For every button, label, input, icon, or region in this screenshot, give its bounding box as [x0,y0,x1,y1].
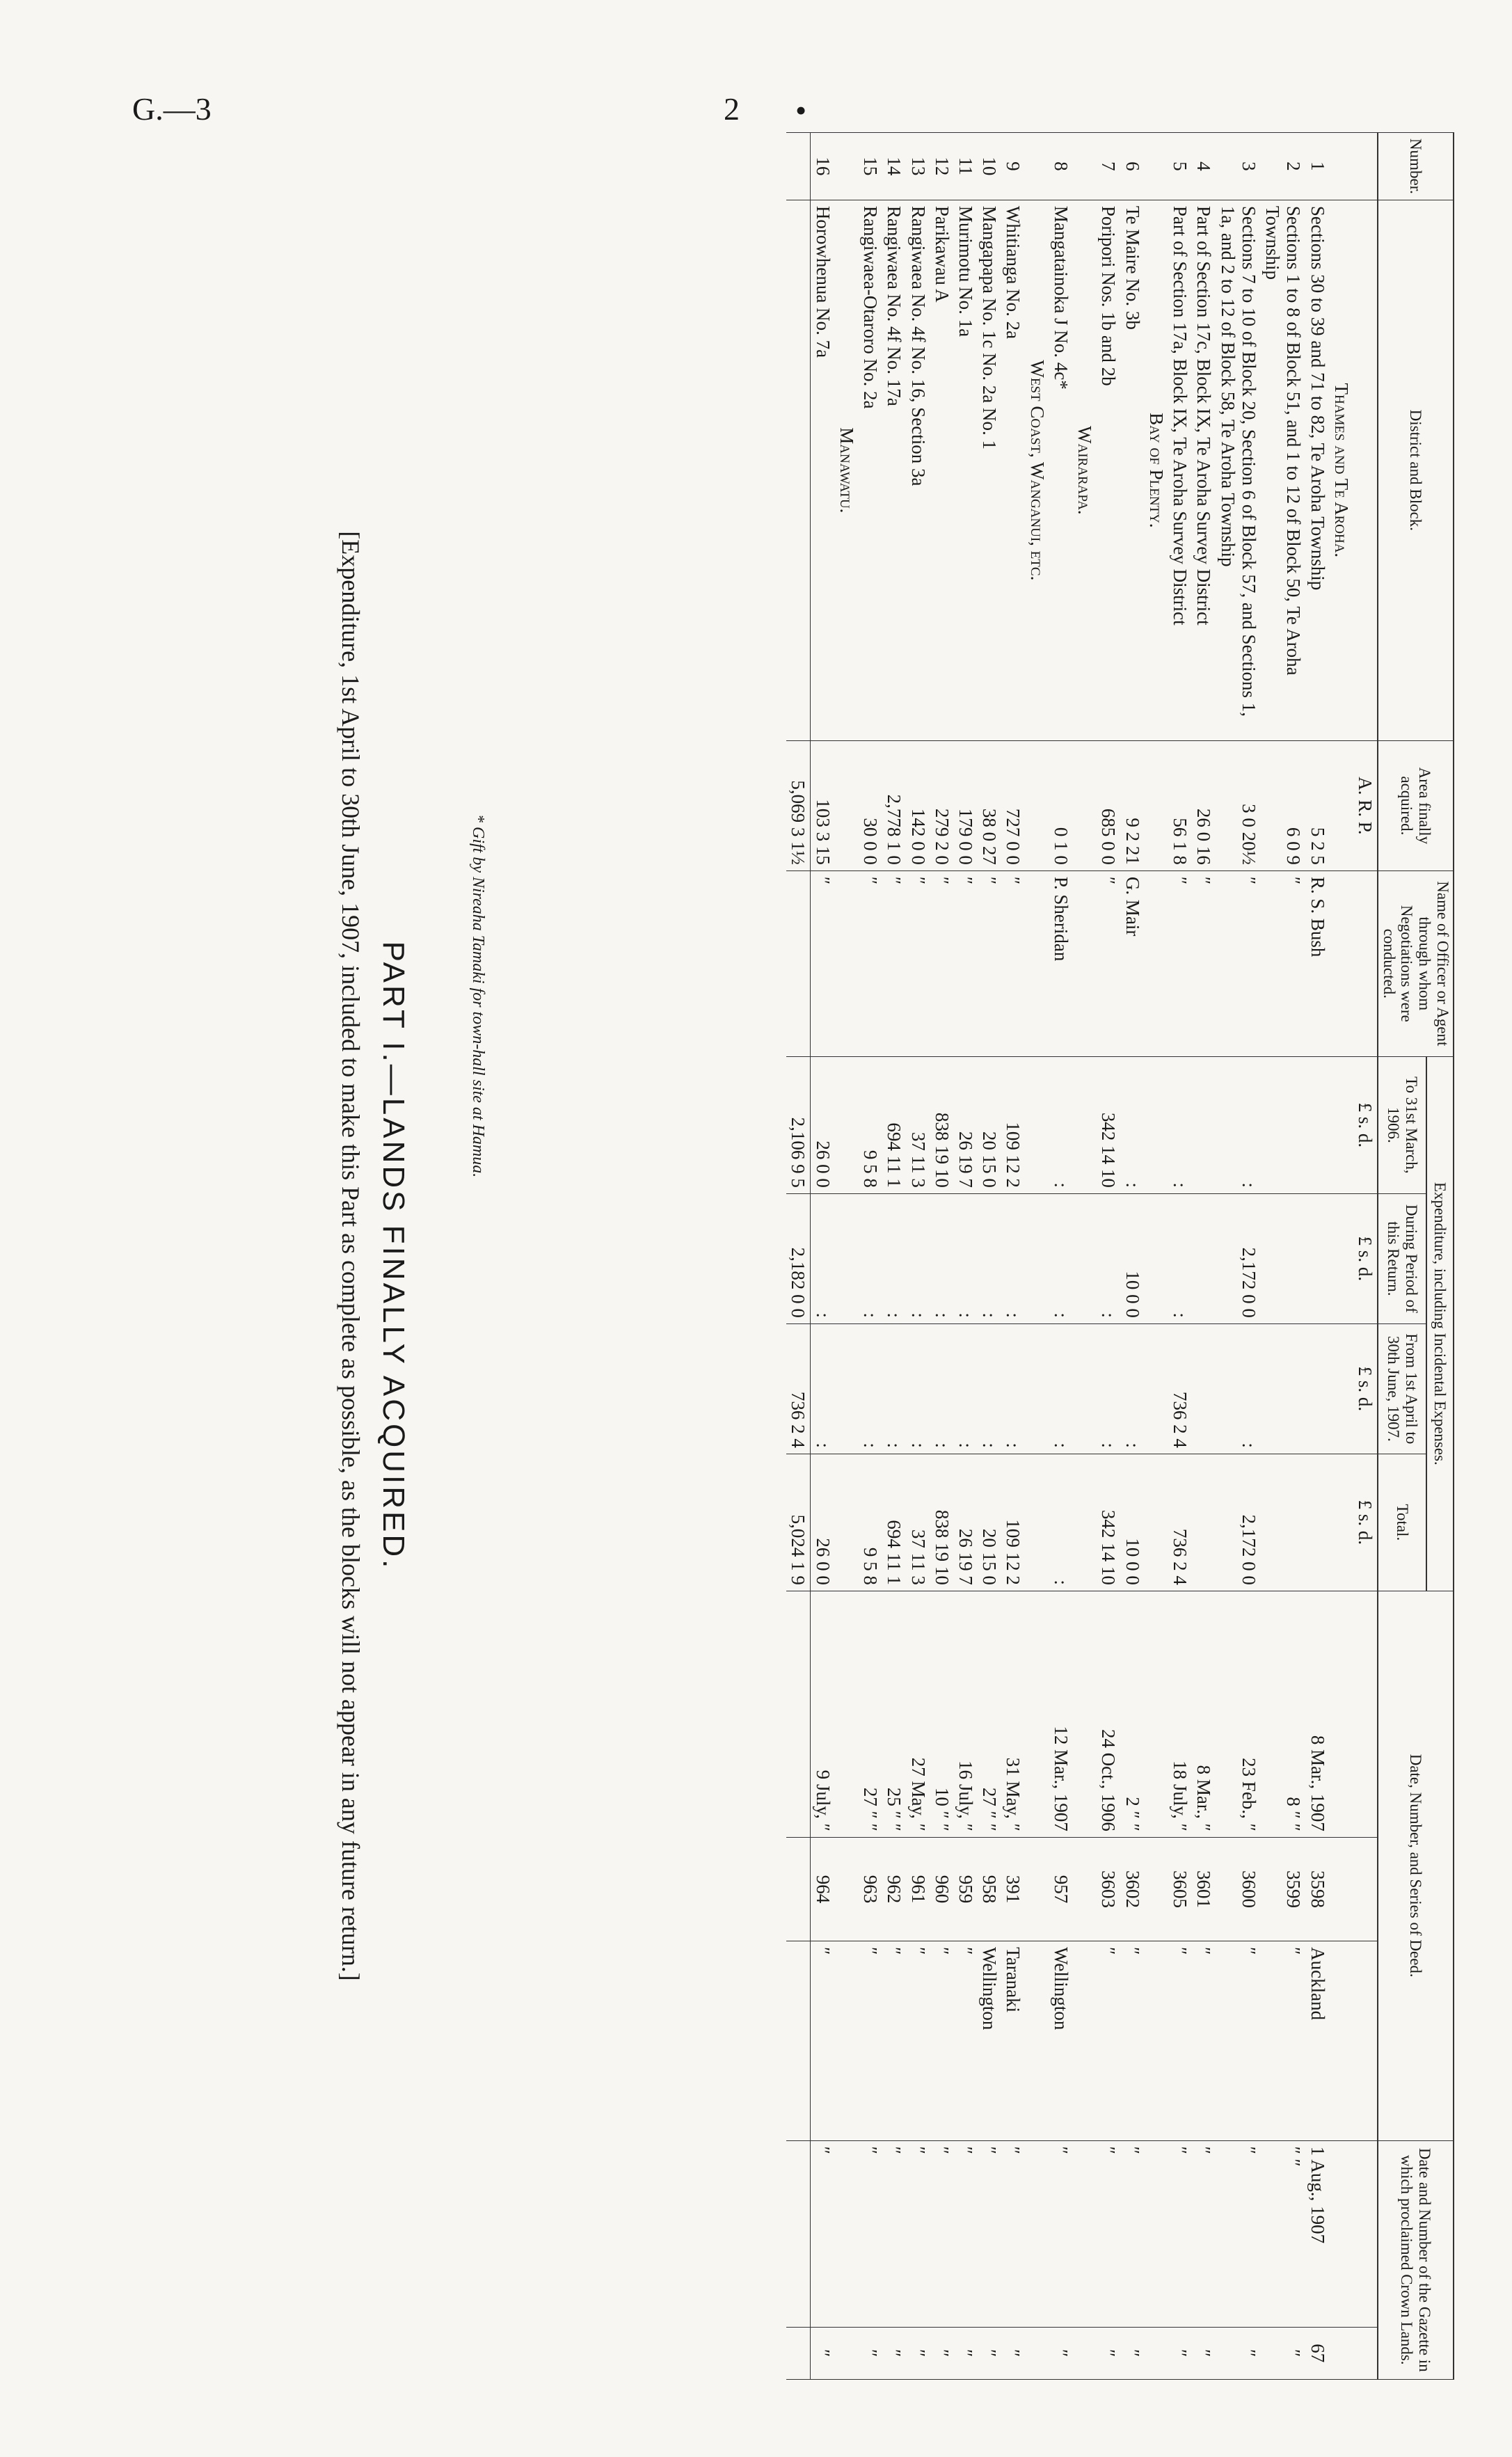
row-district-block: Rangiwaea No. 4f No. 17a [882,200,906,740]
row-from-april: : [1097,1323,1120,1454]
row-from-april [1192,1323,1216,1454]
row-agent: ″ [859,870,882,1056]
row-area: 5 2 5 [1305,740,1329,870]
footnote: * Gift by Nireaha Tamaki for town-hall site at Hamua. [469,814,487,1178]
row-to-march: 694 11 1 [882,1056,906,1193]
row-gazette-number: ″ [1001,2327,1025,2379]
row-area: 179 0 0 [954,740,978,870]
row-from-april: : [1216,1323,1260,1454]
row-agent: ″ [1216,870,1260,1056]
row-gazette-number: ″ [906,2327,930,2379]
table-row [1120,133,1144,2380]
row-deed-series: Wellington [978,1941,1001,2140]
unit-lsd: £ s. d. [1353,1193,1378,1323]
row-agent: ″ [930,870,954,1056]
col-during: During Period of this Return. [1378,1193,1426,1323]
row-deed-number: 964 [811,1837,835,1941]
row-number: 15 [859,133,882,200]
row-number: 9 [1001,133,1025,200]
section-heading: West Coast, Wanganui, etc. [1025,200,1049,740]
row-during: : [906,1193,930,1323]
row-number: 6 [1120,133,1144,200]
row-from-april: : [1001,1323,1025,1454]
row-during: : [1097,1193,1120,1323]
row-deed-series: ″ [859,1941,882,2140]
row-during: 10 0 0 [1120,1193,1144,1323]
row-to-march: 838 19 10 [930,1056,954,1193]
row-during: : [1001,1193,1025,1323]
row-area: 0 1 0 [1049,740,1073,870]
row-deed-series: ″ [906,1941,930,2140]
table-row [811,133,835,2380]
row-to-march: 9 5 8 [859,1056,882,1193]
row-deed-series: Taranaki [1001,1941,1025,2140]
row-gazette-number: ″ [1216,2327,1260,2379]
section-heading-row [1330,133,1353,2380]
row-deed-series: Auckland [1305,1941,1329,2140]
row-during: : [1049,1193,1073,1323]
table-row [1001,133,1025,2380]
row-area: 6 0 9 [1261,740,1305,870]
unit-lsd: £ s. d. [1353,1056,1378,1193]
row-deed-date: 2 ″ ″ [1120,1591,1144,1837]
row-deed-series: ″ [1097,1941,1120,2140]
row-from-april: : [882,1323,906,1454]
row-area: 2,778 1 0 [882,740,906,870]
row-during: : [954,1193,978,1323]
row-district-block: Parikawau A [930,200,954,740]
row-gazette-date: ″ [1192,2140,1216,2327]
row-to-march: 109 12 2 [1001,1056,1025,1193]
row-gazette-number: ″ [978,2327,1001,2379]
col-from-april: From 1st April to 30th June, 1907. [1378,1323,1426,1454]
section-heading: Bay of Plenty. [1145,200,1168,740]
row-deed-date: 9 July, ″ [811,1591,835,1837]
col-number: Number. [1378,133,1454,200]
row-from-april: : [1120,1323,1144,1454]
row-gazette-number: ″ [930,2327,954,2379]
row-to-march: 26 0 0 [811,1056,835,1193]
row-gazette-number: ″ [954,2327,978,2379]
row-total [1192,1454,1216,1591]
row-deed-date: 27 May, ″ [906,1591,930,1837]
grand-total: 5,024 1 9 [786,1454,811,1591]
row-area: 685 0 0 [1097,740,1120,870]
row-total: 26 19 7 [954,1454,978,1591]
row-deed-date: 25 ″ ″ [882,1591,906,1837]
row-to-march: 20 15 0 [978,1056,1001,1193]
row-agent: R. S. Bush [1305,870,1329,1056]
row-total: 26 0 0 [811,1454,835,1591]
row-gazette-date: ″ [1216,2140,1260,2327]
row-deed-date: 8 Mar., ″ [1192,1591,1216,1837]
row-total: 2,172 0 0 [1216,1454,1260,1591]
row-district-block: Sections 1 to 8 of Block 51, and 1 to 12 of Block 50, Te Aroha Township [1261,200,1305,740]
row-agent: P. Sheridan [1049,870,1073,1056]
row-district-block: Rangiwaea No. 4f No. 16, Section 3a [906,200,930,740]
row-total: 342 14 10 [1097,1454,1120,1591]
row-agent: ″ [811,870,835,1056]
row-total: 694 11 1 [882,1454,906,1591]
row-during: : [882,1193,906,1323]
row-from-april: : [930,1323,954,1454]
row-deed-date: 24 Oct., 1906 [1097,1591,1120,1837]
row-district-block: Part of Section 17c, Block IX, Te Aroha Survey District [1192,200,1216,740]
row-deed-date: 8 Mar., 1907 [1305,1591,1329,1837]
row-deed-number: 3598 [1305,1837,1329,1941]
row-from-april: : [1049,1323,1073,1454]
row-deed-series: ″ [1192,1941,1216,2140]
row-total: 37 11 3 [906,1454,930,1591]
row-deed-number: 959 [954,1837,978,1941]
row-gazette-number: ″ [811,2327,835,2379]
row-area: 30 0 0 [859,740,882,870]
total-during: 2,182 0 0 [786,1193,811,1323]
table-row [954,133,978,2380]
row-district-block: Sections 7 to 10 of Block 20, Section 6 of Block 57, and Sections 1, 1a, and 2 to 12 of Block 58, Te Aroha Township [1216,200,1260,740]
col-district: District and Block. [1378,200,1454,740]
row-district-block: Whitianga No. 2a [1001,200,1025,740]
row-deed-series: ″ [882,1941,906,2140]
row-to-march: : [1120,1056,1144,1193]
row-deed-series: ″ [930,1941,954,2140]
row-to-march: 37 11 3 [906,1056,930,1193]
row-deed-number: 961 [906,1837,930,1941]
row-to-march: : [1049,1056,1073,1193]
row-agent: ″ [1192,870,1216,1056]
row-deed-series: ″ [1261,1941,1305,2140]
row-deed-date: 27 ″ ″ [978,1591,1001,1837]
row-during [1305,1193,1329,1323]
row-deed-number: 3601 [1192,1837,1216,1941]
row-agent: G. Mair [1120,870,1144,1056]
section-heading: Thames and Te Aroha. [1330,200,1353,740]
totals-row [786,133,811,2380]
row-deed-series: ″ [954,1941,978,2140]
page-title: PART I.—LANDS FINALLY ACQUIRED. [376,941,411,1571]
row-number: 5 [1168,133,1192,200]
row-deed-date: 10 ″ ″ [930,1591,954,1837]
row-gazette-date: ″ [1120,2140,1144,2327]
col-expenditure: Expenditure, including Incidental Expenses. [1426,1056,1454,1591]
row-district-block: Poripori Nos. 1b and 2b [1097,200,1120,740]
table-row [906,133,930,2380]
row-total: 9 5 8 [859,1454,882,1591]
row-area: 38 0 27 [978,740,1001,870]
row-district-block: Mangatainoka J No. 4c* [1049,200,1073,740]
row-deed-date: 16 July, ″ [954,1591,978,1837]
row-deed-date: 8 ″ ″ [1261,1591,1305,1837]
data-rows [811,133,1353,2380]
row-district-block: Horowhenua No. 7a [811,200,835,740]
col-to-march: To 31st March, 1906. [1378,1056,1426,1193]
row-deed-series: Wellington [1049,1941,1073,2140]
row-area: 727 0 0 [1001,740,1025,870]
table-row [1192,133,1216,2380]
row-area: 103 3 15 [811,740,835,870]
row-district-block: Part of Section 17a, Block IX, Te Aroha Survey District [1168,200,1192,740]
totals-section [786,133,811,2380]
row-number: 16 [811,133,835,200]
row-gazette-date: ″ [811,2140,835,2327]
row-gazette-number: ″ [1192,2327,1216,2379]
table-row [930,133,954,2380]
section-heading-row [1145,133,1168,2380]
row-area: 9 2 21 [1120,740,1144,870]
table-row [859,133,882,2380]
row-during: : [811,1193,835,1323]
row-deed-number: 391 [1001,1837,1025,1941]
lands-table [786,132,1454,2380]
row-agent: ″ [978,870,1001,1056]
row-number: 12 [930,133,954,200]
row-gazette-number: ″ [1261,2327,1305,2379]
rotated-sheet [202,132,1454,2380]
row-area: 142 0 0 [906,740,930,870]
row-gazette-number: ″ [1049,2327,1073,2379]
row-gazette-date: ″ [882,2140,906,2327]
total-from-april: 736 2 4 [786,1323,811,1454]
row-deed-number: 962 [882,1837,906,1941]
page-number: 2 [724,91,740,127]
row-number: 8 [1049,133,1073,200]
row-gazette-date: ″ [906,2140,930,2327]
row-district-block: Murimotu No. 1a [954,200,978,740]
row-deed-date: 23 Feb., ″ [1216,1591,1260,1837]
table-row [1097,133,1120,2380]
row-agent: ″ [1168,870,1192,1056]
row-total: 838 19 10 [930,1454,954,1591]
row-gazette-number: ″ [1097,2327,1120,2379]
row-area: 3 0 20½ [1216,740,1260,870]
total-area: 5,069 3 1½ [786,740,811,870]
row-gazette-date: ″ [1001,2140,1025,2327]
row-deed-series: ″ [1168,1941,1192,2140]
row-deed-number: 3605 [1168,1837,1192,1941]
unit-arp: A. R. P. [1353,740,1378,870]
row-deed-number: 3603 [1097,1837,1120,1941]
col-deed: Date, Number, and Series of Deed. [1378,1591,1454,2140]
row-to-march: 342 14 10 [1097,1056,1120,1193]
row-deed-series: ″ [1216,1941,1260,2140]
row-area: 56 1 8 [1168,740,1192,870]
col-gazette: Date and Number of the Gazette in which proclaimed Crown Lands. [1378,2140,1454,2379]
row-deed-number: 3600 [1216,1837,1260,1941]
row-deed-number: 957 [1049,1837,1073,1941]
col-total: Total. [1378,1454,1426,1591]
row-gazette-date: ″ [954,2140,978,2327]
section-heading-row [1073,133,1097,2380]
table-row [1261,133,1305,2380]
row-during: : [859,1193,882,1323]
row-during [1261,1193,1305,1323]
row-number: 13 [906,133,930,200]
row-deed-number: 3602 [1120,1837,1144,1941]
total-to-march: 2,106 9 5 [786,1056,811,1193]
row-from-april: : [978,1323,1001,1454]
section-heading-row [835,133,859,2380]
col-area: Area finally acquired. [1378,740,1454,870]
row-gazette-date: ″ [978,2140,1001,2327]
row-agent: ″ [906,870,930,1056]
page-subtitle: [Expenditure, 1st April to 30th June, 1907, included to make this Part as complete as possible, as the blocks will not appear in any future return.] [337,531,365,1981]
row-agent: ″ [1001,870,1025,1056]
row-deed-series: ″ [811,1941,835,2140]
row-total: 20 15 0 [978,1454,1001,1591]
row-district-block: Mangapapa No. 1c No. 2a No. 1 [978,200,1001,740]
table-row [1049,133,1073,2380]
row-number: 3 [1216,133,1260,200]
row-deed-series: ″ [1120,1941,1144,2140]
row-gazette-date: ″ [859,2140,882,2327]
table-row [1216,133,1260,2380]
row-during: : [978,1193,1001,1323]
table-row [978,133,1001,2380]
row-from-april [1305,1323,1329,1454]
row-to-march [1305,1056,1329,1193]
row-district-block: Rangiwaea-Otaroro No. 2a [859,200,882,740]
row-area: 26 0 16 [1192,740,1216,870]
col-agent: Name of Officer or Agent through whom Negotiations were conducted. [1378,870,1454,1056]
row-deed-number: 963 [859,1837,882,1941]
row-number: 11 [954,133,978,200]
row-from-april: 736 2 4 [1168,1323,1192,1454]
section-heading-row [1025,133,1049,2380]
page-mark: • [795,93,807,128]
row-during: 2,172 0 0 [1216,1193,1260,1323]
row-agent: ″ [1261,870,1305,1056]
row-total: 10 0 0 [1120,1454,1144,1591]
row-number: 4 [1192,133,1216,200]
row-total [1261,1454,1305,1591]
row-to-march [1192,1056,1216,1193]
row-during [1192,1193,1216,1323]
row-agent: ″ [954,870,978,1056]
section-heading: Manawatu. [835,200,859,740]
row-deed-date: 27 ″ ″ [859,1591,882,1837]
row-gazette-date: ″ [1049,2140,1073,2327]
row-number: 7 [1097,133,1120,200]
page-reference: G.—3 [132,91,212,127]
row-to-march: : [1216,1056,1260,1193]
table-row [882,133,906,2380]
table-row [1168,133,1192,2380]
row-total [1305,1454,1329,1591]
row-gazette-number: ″ [882,2327,906,2379]
row-number: 1 [1305,133,1329,200]
table-row [1305,133,1329,2380]
row-deed-date: 18 July, ″ [1168,1591,1192,1837]
row-gazette-date: ″ [1168,2140,1192,2327]
row-gazette-date: ″ [930,2140,954,2327]
row-total: : [1049,1454,1073,1591]
row-to-march [1261,1056,1305,1193]
section-heading: Wairarapa. [1073,200,1097,740]
row-gazette-number: ″ [1168,2327,1192,2379]
row-district-block: Te Maire No. 3b [1120,200,1144,740]
row-gazette-number: 67 [1305,2327,1329,2379]
row-agent: ″ [1097,870,1120,1056]
row-total: 109 12 2 [1001,1454,1025,1591]
row-gazette-date: 1 Aug., 1907 [1305,2140,1329,2327]
row-from-april: : [811,1323,835,1454]
row-number: 10 [978,133,1001,200]
row-during: : [930,1193,954,1323]
row-district-block: Sections 30 to 39 and 71 to 82, Te Aroha Township [1305,200,1329,740]
row-from-april: : [859,1323,882,1454]
unit-lsd: £ s. d. [1353,1454,1378,1591]
row-number: 2 [1261,133,1305,200]
row-area: 279 2 0 [930,740,954,870]
row-gazette-date: ″ ″ [1261,2140,1305,2327]
row-gazette-date: ″ [1097,2140,1120,2327]
row-from-april: : [954,1323,978,1454]
row-from-april [1261,1323,1305,1454]
row-to-march: 26 19 7 [954,1056,978,1193]
row-agent: ″ [882,870,906,1056]
row-to-march: : [1168,1056,1192,1193]
row-deed-number: 960 [930,1837,954,1941]
row-from-april: : [906,1323,930,1454]
row-gazette-number: ″ [859,2327,882,2379]
row-number: 14 [882,133,906,200]
row-total: 736 2 4 [1168,1454,1192,1591]
row-deed-number: 958 [978,1837,1001,1941]
row-gazette-number: ″ [1120,2327,1144,2379]
row-deed-date: 31 May, ″ [1001,1591,1025,1837]
row-deed-date: 12 Mar., 1907 [1049,1591,1073,1837]
row-deed-number: 3599 [1261,1837,1305,1941]
row-during: : [1168,1193,1192,1323]
unit-lsd: £ s. d. [1353,1323,1378,1454]
table-body [1353,133,1378,2380]
